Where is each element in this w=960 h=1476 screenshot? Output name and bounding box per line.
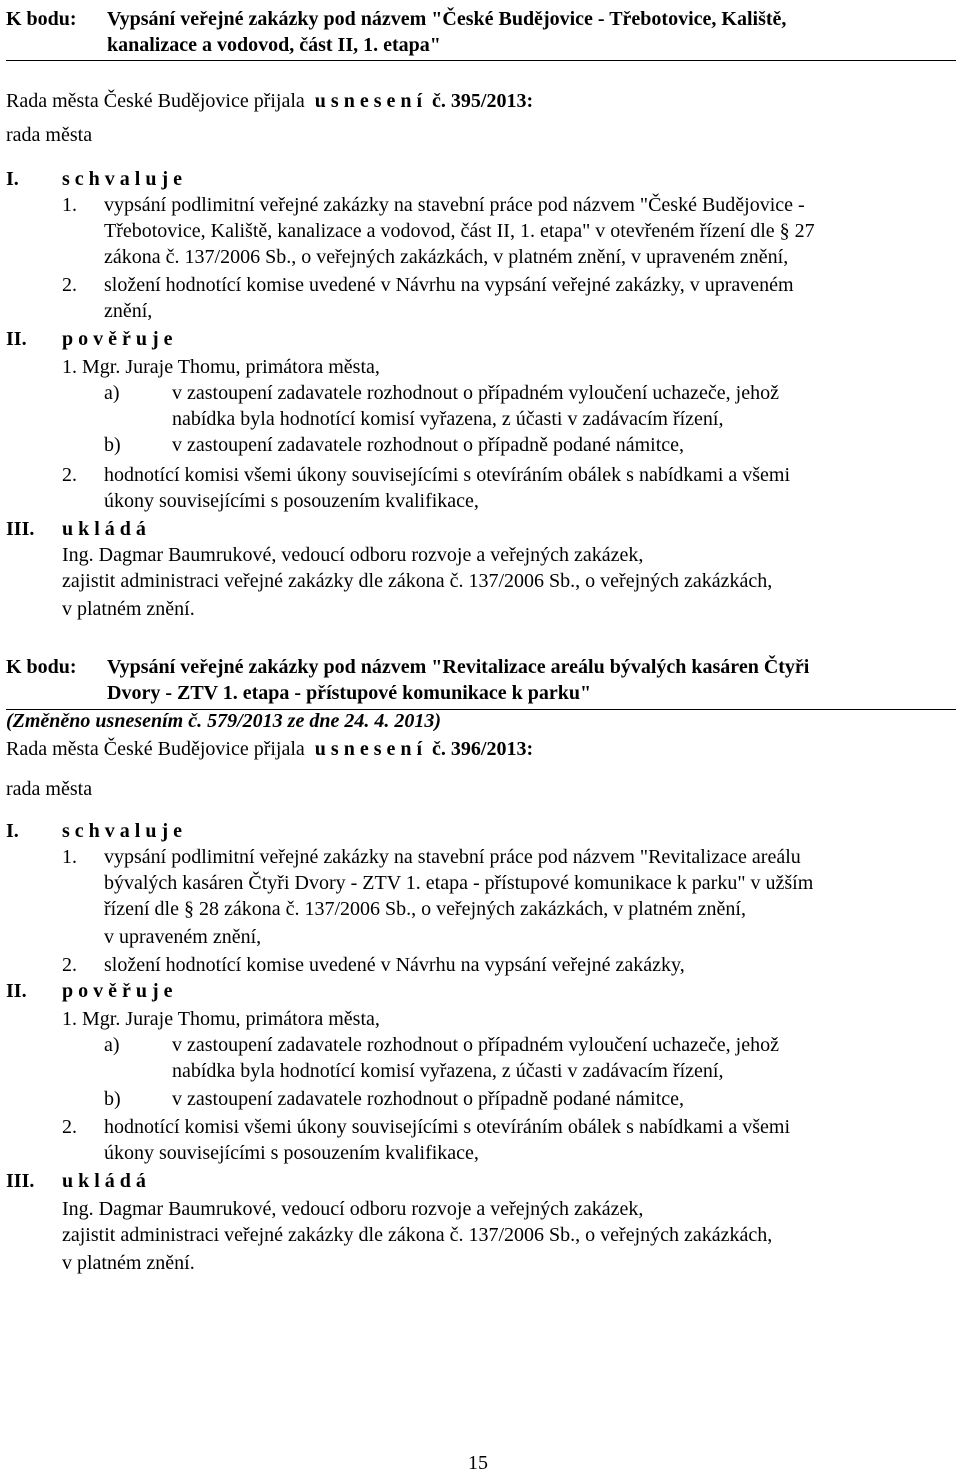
s1-p3-line: zajistit administraci veřejné zakázky dle zákona č. 137/2006 Sb., o veřejných zakázkách, [62, 570, 773, 592]
section-1-heading-line2: kanalizace a vodovod, část II, 1. etapa" [107, 34, 441, 56]
s1-p1-item2-line: znění, [104, 300, 153, 322]
s2-p1-item1-num: 1. [62, 846, 77, 868]
s2-p2-item2-line: úkony souvisejícími s posouzením kvalifikace, [104, 1142, 479, 1164]
s1-p2-item2-num: 2. [62, 464, 77, 486]
section-2-part3-roman: III. [6, 1170, 35, 1192]
s2-p2-sub-b-line: v zastoupení zadavatele rozhodnout o případně podané námitce, [172, 1088, 685, 1110]
s1-p1-item2-num: 2. [62, 274, 77, 296]
s2-p3-line: Ing. Dagmar Baumrukové, vedoucí odboru rozvoje a veřejných zakázek, [62, 1198, 644, 1220]
s2-p1-item1-line: bývalých kasáren Čtyři Dvory - ZTV 1. etapa - přístupové komunikace k parku" v užším [104, 872, 814, 894]
s1-p2-item2-line: hodnotící komisi všemi úkony souvisejícími s otevíráním obálek s nabídkami a všemi [104, 464, 791, 486]
section-1-part3-roman: III. [6, 518, 35, 540]
intro-prefix: Rada města České Budějovice přijala [6, 90, 305, 112]
section-2-part3-verb: u k l á d á [62, 1170, 146, 1192]
s1-p2-sub-b-line: v zastoupení zadavatele rozhodnout o případně podané námitce, [172, 434, 685, 456]
section-1-part1-roman: I. [6, 168, 19, 190]
s1-p3-line: Ing. Dagmar Baumrukové, vedoucí odboru rozvoje a veřejných zakázek, [62, 544, 644, 566]
s1-p2-item2-line: úkony souvisejícími s posouzením kvalifikace, [104, 490, 479, 512]
section-2-part1-roman: I. [6, 820, 19, 842]
s1-p1-item1-line: Třebotovice, Kaliště, kanalizace a vodovod, část II, 1. etapa" v otevřeném řízení dle § 27 [104, 220, 815, 242]
s1-p2-sub-a-line: nabídka byla hodnotící komisí vyřazena, z účasti v zadávacím řízení, [172, 408, 724, 430]
s2-p2-sub-a-line: v zastoupení zadavatele rozhodnout o případném vyloučení uchazeče, jehož [172, 1034, 779, 1056]
section-2-intro [6, 736, 533, 762]
section-1-heading-line1: Vypsání veřejné zakázky pod názvem "České Budějovice - Třebotovice, Kaliště, [107, 8, 787, 30]
section-1-intro [6, 88, 533, 114]
s2-p2-item2-num: 2. [62, 1116, 77, 1138]
s2-p2-sub-a-label: a) [104, 1034, 120, 1056]
s2-p3-line: v platném znění. [62, 1252, 195, 1274]
section-1-part2-verb: p o v ě ř u j e [62, 328, 173, 350]
section-1-part3-verb: u k l á d á [62, 518, 146, 540]
section-1-part1-verb: s c h v a l u j e [62, 168, 182, 190]
section-2-heading-line2: Dvory - ZTV 1. etapa - přístupové komunikace k parku" [107, 682, 592, 704]
s1-p2-item1: 1. Mgr. Juraje Thomu, primátora města, [62, 356, 380, 378]
s2-p1-item1-line: v upraveném znění, [104, 926, 262, 948]
intro-number: č. 395/2013: [432, 90, 534, 112]
s2-p2-sub-b-label: b) [104, 1088, 121, 1110]
section-1-heading-label: K bodu: [6, 8, 77, 30]
section-1-part2-roman: II. [6, 328, 27, 350]
section-2-part2-verb: p o v ě ř u j e [62, 980, 173, 1002]
section-2-heading-line1: Vypsání veřejné zakázky pod názvem "Revitalizace areálu bývalých kasáren Čtyři [107, 656, 810, 678]
s2-p1-item2-line: složení hodnotící komise uvedené v Návrhu na vypsání veřejné zakázky, [104, 954, 685, 976]
section-2-note: (Změněno usnesením č. 579/2013 ze dne 24. 4. 2013) [6, 710, 441, 732]
s1-p2-sub-a-line: v zastoupení zadavatele rozhodnout o případném vyloučení uchazeče, jehož [172, 382, 779, 404]
s1-p2-sub-b-label: b) [104, 434, 121, 456]
s1-p1-item1-line: vypsání podlimitní veřejné zakázky na stavební práce pod názvem "České Budějovice - [104, 194, 805, 216]
s1-p1-item1-line: zákona č. 137/2006 Sb., o veřejných zakázkách, v platném znění, v upraveném znění, [104, 246, 789, 268]
s2-p1-item2-num: 2. [62, 954, 77, 976]
s2-p2-item2-line: hodnotící komisi všemi úkony souvisejícími s otevíráním obálek s nabídkami a všemi [104, 1116, 791, 1138]
intro-keyword: u s n e s e n í [314, 90, 423, 112]
intro-keyword: u s n e s e n í [314, 738, 423, 760]
section-1-divider [6, 60, 956, 61]
intro-number: č. 396/2013: [432, 738, 534, 760]
s2-p3-line: zajistit administraci veřejné zakázky dle zákona č. 137/2006 Sb., o veřejných zakázkách, [62, 1224, 773, 1246]
page-number: 15 [468, 1452, 488, 1474]
section-2-part1-verb: s c h v a l u j e [62, 820, 182, 842]
section-2-part2-roman: II. [6, 980, 27, 1002]
s2-p1-item1-line: řízení dle § 28 zákona č. 137/2006 Sb., o veřejných zakázkách, v platném znění, [104, 898, 746, 920]
s2-p2-item1: 1. Mgr. Juraje Thomu, primátora města, [62, 1008, 380, 1030]
section-1-body: rada města [6, 124, 93, 146]
s1-p1-item2-line: složení hodnotící komise uvedené v Návrhu na vypsání veřejné zakázky, v upraveném [104, 274, 794, 296]
section-2-body: rada města [6, 778, 93, 800]
s1-p3-line: v platném znění. [62, 598, 195, 620]
intro-prefix: Rada města České Budějovice přijala [6, 738, 305, 760]
s2-p2-sub-a-line: nabídka byla hodnotící komisí vyřazena, z účasti v zadávacím řízení, [172, 1060, 724, 1082]
section-2-heading-label: K bodu: [6, 656, 77, 678]
s1-p1-item1-num: 1. [62, 194, 77, 216]
s1-p2-sub-a-label: a) [104, 382, 120, 404]
s2-p1-item1-line: vypsání podlimitní veřejné zakázky na stavební práce pod názvem "Revitalizace areálu [104, 846, 801, 868]
